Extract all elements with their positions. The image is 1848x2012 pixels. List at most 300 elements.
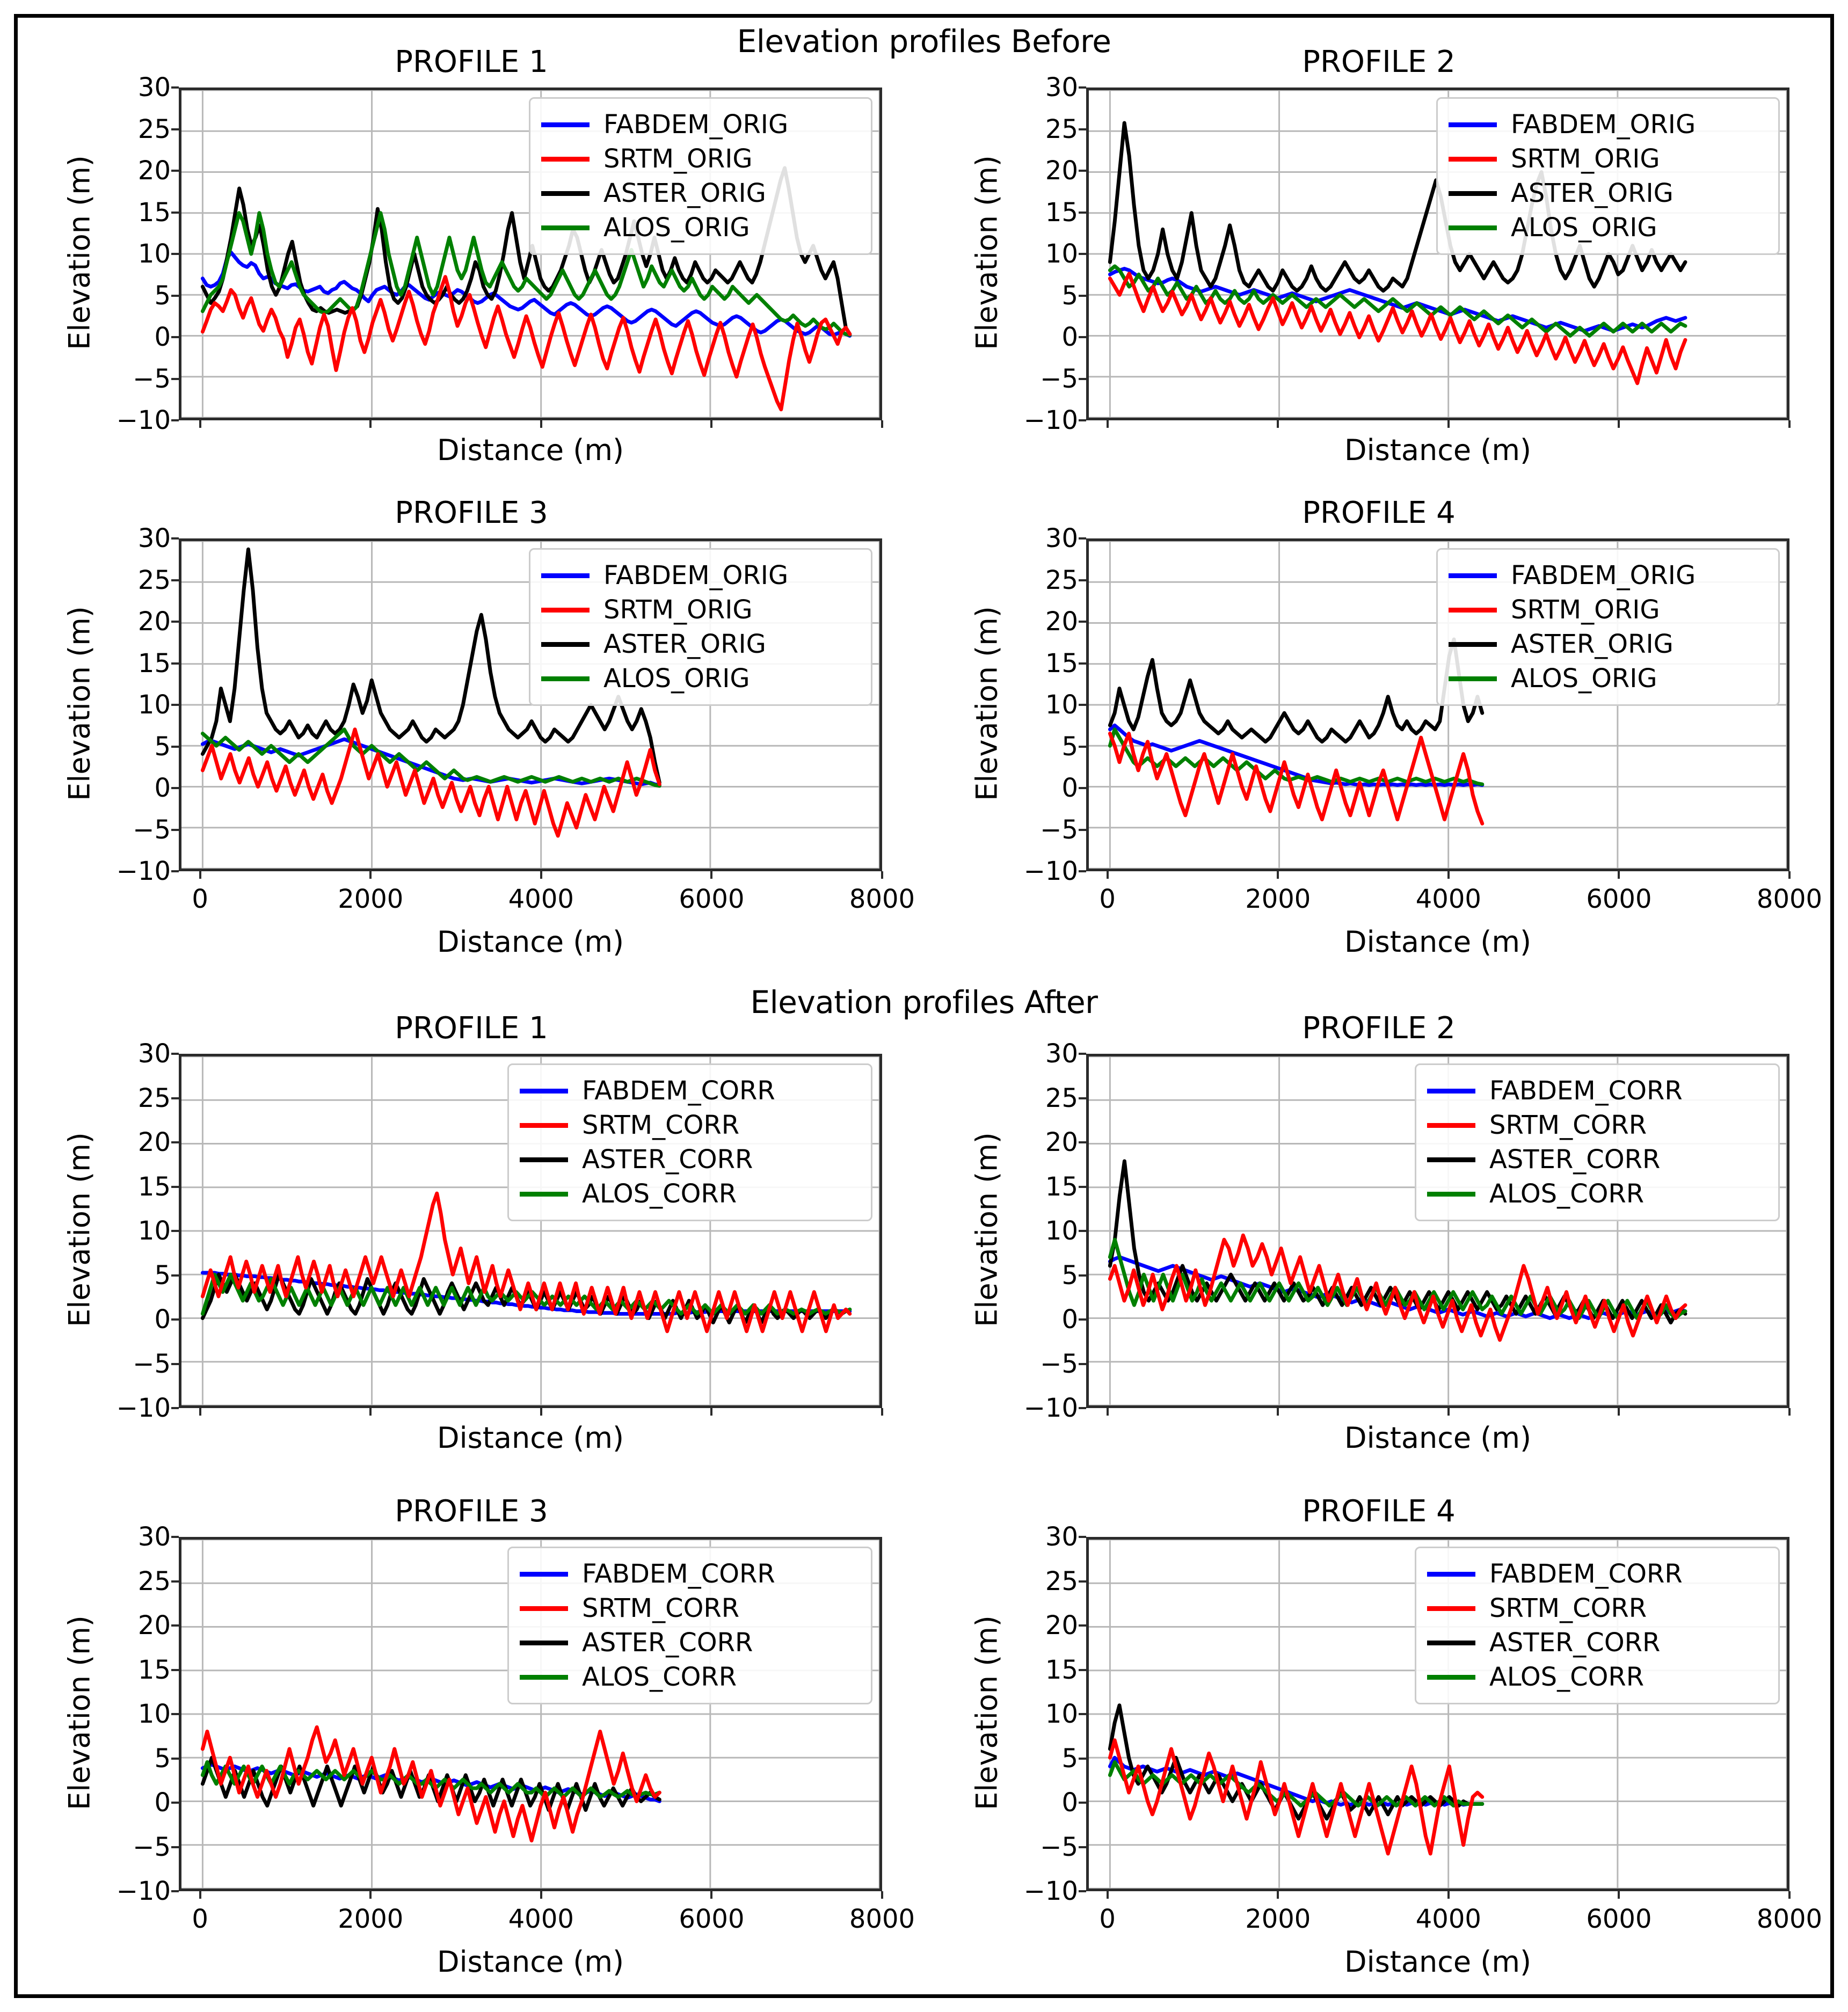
x-axis-label: Distance (m) xyxy=(1344,433,1532,467)
legend-label: SRTM_CORR xyxy=(582,1110,740,1140)
legend-label: FABDEM_CORR xyxy=(582,1076,775,1106)
y-tick-mark xyxy=(171,1274,179,1277)
legend-item[interactable] xyxy=(520,1074,857,1108)
legend-color-swatch xyxy=(1427,1675,1475,1680)
y-tick-label: 25 xyxy=(1045,565,1078,595)
y-tick-mark xyxy=(171,1802,179,1804)
legend-label: SRTM_ORIG xyxy=(603,595,753,625)
x-tick-mark xyxy=(1107,1408,1109,1416)
y-tick-label: −10 xyxy=(116,856,171,886)
legend-item[interactable] xyxy=(520,1660,857,1694)
legend-label: ALOS_ORIG xyxy=(603,664,750,694)
y-tick-label: 30 xyxy=(1045,523,1078,553)
chart-plot-wrapper xyxy=(18,495,925,968)
legend-color-swatch xyxy=(520,1089,568,1094)
x-tick-mark xyxy=(1618,420,1620,428)
x-axis-label: Distance (m) xyxy=(1344,1421,1532,1455)
y-tick-mark xyxy=(171,1536,179,1538)
legend-label: SRTM_ORIG xyxy=(1511,595,1660,625)
x-tick-mark xyxy=(710,420,712,428)
legend-item[interactable] xyxy=(1427,1660,1764,1694)
x-axis-label: Distance (m) xyxy=(436,1945,624,1979)
x-tick-label: 2000 xyxy=(1245,1904,1311,1934)
x-tick-label: 4000 xyxy=(1415,1904,1481,1934)
chart-plot-wrapper xyxy=(925,1011,1832,1494)
y-tick-mark xyxy=(1079,170,1086,172)
x-tick-mark xyxy=(881,871,883,879)
y-tick-mark xyxy=(171,1097,179,1099)
legend-color-swatch xyxy=(520,1123,568,1128)
legend-color-swatch xyxy=(520,1675,568,1680)
y-tick-mark xyxy=(1079,128,1086,130)
y-axis-label: Elevation (m) xyxy=(970,155,1004,350)
legend-label: SRTM_CORR xyxy=(1489,1110,1647,1140)
y-tick-mark xyxy=(1079,1053,1086,1055)
y-tick-label: 0 xyxy=(1061,1304,1078,1335)
y-tick-mark xyxy=(171,1890,179,1892)
y-tick-mark xyxy=(171,829,179,831)
y-tick-mark xyxy=(171,1363,179,1365)
panel-before-p2 xyxy=(925,45,1832,495)
x-tick-label: 6000 xyxy=(1586,884,1652,914)
panel-after-p4 xyxy=(925,1494,1832,1977)
x-tick-mark xyxy=(540,420,542,428)
y-tick-label: −5 xyxy=(1040,363,1078,394)
y-axis-label: Elevation (m) xyxy=(62,155,97,350)
legend-label: SRTM_CORR xyxy=(582,1593,740,1623)
legend-label: ALOS_CORR xyxy=(582,1662,737,1692)
panel-before-p4 xyxy=(925,495,1832,968)
chart-title: PROFILE 3 xyxy=(395,495,548,530)
panel-after-p1 xyxy=(18,1011,925,1494)
y-axis-label: Elevation (m) xyxy=(62,1615,97,1810)
y-tick-mark xyxy=(171,212,179,214)
legend-color-swatch xyxy=(520,1641,568,1645)
y-tick-mark xyxy=(171,537,179,540)
y-tick-mark xyxy=(171,621,179,623)
x-tick-mark xyxy=(1277,1891,1279,1899)
legend-color-swatch xyxy=(1427,1606,1475,1611)
x-tick-mark xyxy=(199,871,201,879)
legend-label: ASTER_ORIG xyxy=(1511,629,1674,659)
x-tick-label: 8000 xyxy=(1756,1904,1823,1934)
chart-title: PROFILE 2 xyxy=(1302,45,1456,79)
chart-legend[interactable] xyxy=(1436,548,1780,706)
y-tick-mark xyxy=(171,1846,179,1848)
legend-item[interactable] xyxy=(520,1142,857,1177)
y-tick-label: 0 xyxy=(154,1788,171,1818)
chart-legend[interactable] xyxy=(507,1063,872,1221)
legend-item[interactable] xyxy=(520,1591,857,1625)
y-tick-mark xyxy=(171,1580,179,1583)
legend-color-swatch xyxy=(541,642,590,647)
legend-color-swatch xyxy=(1427,1572,1475,1577)
x-tick-mark xyxy=(199,1408,201,1416)
x-tick-mark xyxy=(1277,1408,1279,1416)
legend-item[interactable] xyxy=(1449,142,1764,176)
y-tick-mark xyxy=(171,1230,179,1232)
y-tick-label: 20 xyxy=(1045,607,1078,637)
x-tick-mark xyxy=(369,1408,372,1416)
y-tick-mark xyxy=(1079,704,1086,706)
x-tick-mark xyxy=(1107,871,1109,879)
legend-color-swatch xyxy=(520,1572,568,1577)
legend-item[interactable] xyxy=(1427,1177,1764,1211)
legend-color-swatch xyxy=(1449,573,1497,578)
panel-after-p3 xyxy=(18,1494,925,1977)
section-after xyxy=(18,979,1830,1993)
y-tick-mark xyxy=(171,336,179,338)
legend-color-swatch xyxy=(1449,122,1497,127)
legend-label: SRTM_ORIG xyxy=(1511,144,1660,174)
x-tick-mark xyxy=(199,1891,201,1899)
x-tick-mark xyxy=(1788,1408,1791,1416)
y-tick-label: 0 xyxy=(1061,1788,1078,1818)
legend-label: ALOS_ORIG xyxy=(1511,664,1657,694)
y-tick-label: −5 xyxy=(133,363,171,394)
figure-border xyxy=(14,14,1834,1998)
legend-item[interactable] xyxy=(1449,627,1764,661)
legend-color-swatch xyxy=(520,1157,568,1162)
y-tick-label: 20 xyxy=(1045,1127,1078,1157)
y-tick-mark xyxy=(1079,1758,1086,1760)
y-tick-label: 15 xyxy=(1045,197,1078,228)
legend-item[interactable] xyxy=(520,1557,857,1591)
panel-after-p2 xyxy=(925,1011,1832,1494)
chart-title: PROFILE 1 xyxy=(395,1011,548,1046)
y-tick-label: 5 xyxy=(1061,1743,1078,1774)
y-tick-mark xyxy=(1079,1536,1086,1538)
legend-label: FABDEM_ORIG xyxy=(603,560,789,591)
legend-item[interactable] xyxy=(541,593,857,627)
y-tick-mark xyxy=(171,870,179,872)
legend-item[interactable] xyxy=(541,210,857,245)
legend-item[interactable] xyxy=(1449,661,1764,696)
y-tick-label: 25 xyxy=(137,565,171,595)
y-tick-label: 5 xyxy=(1061,1260,1078,1291)
x-tick-mark xyxy=(1788,871,1791,879)
legend-item[interactable] xyxy=(1449,593,1764,627)
x-tick-mark xyxy=(1277,420,1279,428)
legend-item[interactable] xyxy=(541,558,857,593)
chart-plot-wrapper xyxy=(925,45,1832,495)
legend-item[interactable] xyxy=(1427,1074,1764,1108)
x-tick-mark xyxy=(710,871,712,879)
legend-color-swatch xyxy=(1427,1192,1475,1197)
y-tick-label: 0 xyxy=(1061,773,1078,803)
legend-color-swatch xyxy=(1427,1089,1475,1094)
chart-legend[interactable] xyxy=(507,1547,872,1704)
y-tick-label: 15 xyxy=(137,1171,171,1202)
y-tick-label: −10 xyxy=(1023,1876,1078,1906)
legend-color-swatch xyxy=(1427,1123,1475,1128)
legend-item[interactable] xyxy=(541,142,857,176)
x-axis-label: Distance (m) xyxy=(1344,1945,1532,1979)
legend-label: SRTM_CORR xyxy=(1489,1593,1647,1623)
y-tick-mark xyxy=(171,86,179,89)
legend-item[interactable] xyxy=(1449,558,1764,593)
y-tick-label: −5 xyxy=(133,1348,171,1379)
y-tick-mark xyxy=(1079,829,1086,831)
legend-item[interactable] xyxy=(1449,210,1764,245)
legend-item[interactable] xyxy=(1427,1108,1764,1142)
legend-color-swatch xyxy=(541,225,590,230)
legend-item[interactable] xyxy=(520,1108,857,1142)
y-tick-label: 0 xyxy=(154,1304,171,1335)
legend-color-swatch xyxy=(541,122,590,127)
x-axis-label: Distance (m) xyxy=(436,1421,624,1455)
y-tick-mark xyxy=(1079,1318,1086,1321)
x-tick-mark xyxy=(1618,1891,1620,1899)
x-tick-mark xyxy=(1447,871,1450,879)
y-tick-label: 5 xyxy=(1061,731,1078,762)
x-tick-mark xyxy=(881,420,883,428)
y-tick-label: 20 xyxy=(137,156,171,186)
y-tick-mark xyxy=(1079,787,1086,789)
x-tick-mark xyxy=(1618,871,1620,879)
x-tick-mark xyxy=(881,1408,883,1416)
y-tick-label: 30 xyxy=(1045,1522,1078,1552)
y-tick-mark xyxy=(171,746,179,748)
y-tick-mark xyxy=(171,1669,179,1671)
x-tick-label: 0 xyxy=(192,1904,208,1934)
legend-item[interactable] xyxy=(1427,1142,1764,1177)
chart-series-line xyxy=(1110,639,1482,742)
x-tick-mark xyxy=(710,1408,712,1416)
legend-item[interactable] xyxy=(520,1177,857,1211)
y-tick-mark xyxy=(1079,1802,1086,1804)
chart-plot-wrapper xyxy=(925,495,1832,968)
y-tick-label: 20 xyxy=(137,1610,171,1641)
y-tick-mark xyxy=(1079,746,1086,748)
y-tick-mark xyxy=(1079,870,1086,872)
y-axis-label: Elevation (m) xyxy=(62,606,97,801)
panel-before-p3 xyxy=(18,495,925,968)
legend-color-swatch xyxy=(1449,608,1497,613)
y-tick-label: 25 xyxy=(137,1083,171,1113)
y-tick-mark xyxy=(1079,662,1086,665)
y-tick-mark xyxy=(1079,1363,1086,1365)
x-tick-mark xyxy=(1447,1891,1450,1899)
y-tick-label: 25 xyxy=(1045,114,1078,144)
y-tick-label: 30 xyxy=(1045,1039,1078,1069)
legend-color-swatch xyxy=(541,608,590,613)
chart-title: PROFILE 4 xyxy=(1302,1494,1456,1529)
x-tick-mark xyxy=(540,871,542,879)
y-tick-mark xyxy=(171,1758,179,1760)
legend-label: ALOS_CORR xyxy=(1489,1179,1645,1209)
y-tick-label: 25 xyxy=(137,1566,171,1597)
legend-item[interactable] xyxy=(520,1625,857,1660)
y-tick-mark xyxy=(1079,537,1086,540)
y-tick-mark xyxy=(171,128,179,130)
y-tick-label: 10 xyxy=(1045,690,1078,720)
y-tick-label: −10 xyxy=(116,1393,171,1423)
y-tick-mark xyxy=(171,1053,179,1055)
x-tick-label: 4000 xyxy=(1415,884,1481,914)
x-tick-mark xyxy=(1447,1408,1450,1416)
x-tick-label: 2000 xyxy=(338,1904,404,1934)
x-tick-mark xyxy=(369,420,372,428)
y-tick-label: 30 xyxy=(137,523,171,553)
y-tick-mark xyxy=(1079,621,1086,623)
y-tick-mark xyxy=(1079,1713,1086,1715)
y-tick-label: 5 xyxy=(154,731,171,762)
y-tick-label: −5 xyxy=(1040,814,1078,845)
x-tick-mark xyxy=(540,1891,542,1899)
y-axis-label: Elevation (m) xyxy=(62,1132,97,1327)
legend-label: FABDEM_ORIG xyxy=(603,110,789,140)
y-tick-label: −10 xyxy=(1023,1393,1078,1423)
y-tick-label: 5 xyxy=(154,1260,171,1291)
legend-color-swatch xyxy=(520,1606,568,1611)
x-tick-label: 2000 xyxy=(338,884,404,914)
legend-item[interactable] xyxy=(541,176,857,210)
y-tick-mark xyxy=(1079,1669,1086,1671)
y-tick-label: 15 xyxy=(137,648,171,679)
x-tick-mark xyxy=(369,871,372,879)
y-tick-label: 20 xyxy=(137,607,171,637)
y-tick-label: 30 xyxy=(137,1522,171,1552)
y-tick-label: −10 xyxy=(116,1876,171,1906)
y-tick-label: 30 xyxy=(137,1039,171,1069)
y-tick-label: −5 xyxy=(1040,1832,1078,1862)
y-tick-mark xyxy=(171,295,179,297)
x-axis-label: Distance (m) xyxy=(436,925,624,959)
legend-item[interactable] xyxy=(1449,107,1764,142)
x-tick-label: 0 xyxy=(1099,1904,1116,1934)
y-tick-mark xyxy=(1079,336,1086,338)
y-tick-label: −5 xyxy=(133,1832,171,1862)
chart-legend[interactable] xyxy=(529,97,872,255)
chart-series-line xyxy=(1110,1235,1685,1340)
x-axis-label: Distance (m) xyxy=(1344,925,1532,959)
legend-color-swatch xyxy=(541,573,590,578)
y-tick-label: 10 xyxy=(137,690,171,720)
legend-label: SRTM_ORIG xyxy=(603,144,753,174)
panel-before-p1 xyxy=(18,45,925,495)
legend-label: ALOS_CORR xyxy=(1489,1662,1645,1692)
x-tick-mark xyxy=(1447,420,1450,428)
x-tick-mark xyxy=(369,1891,372,1899)
legend-item[interactable] xyxy=(1427,1625,1764,1660)
legend-label: ASTER_ORIG xyxy=(603,178,766,208)
legend-color-swatch xyxy=(1449,642,1497,647)
x-tick-label: 6000 xyxy=(679,884,745,914)
chart-plot-wrapper xyxy=(925,1494,1832,1977)
legend-item[interactable] xyxy=(541,661,857,696)
y-tick-mark xyxy=(171,662,179,665)
legend-item[interactable] xyxy=(1449,176,1764,210)
y-tick-mark xyxy=(1079,212,1086,214)
y-tick-label: 10 xyxy=(1045,1216,1078,1246)
x-tick-label: 2000 xyxy=(1245,884,1311,914)
y-tick-label: 30 xyxy=(1045,72,1078,103)
y-tick-label: 10 xyxy=(1045,1699,1078,1729)
legend-label: ASTER_CORR xyxy=(582,1628,753,1658)
x-tick-mark xyxy=(1107,420,1109,428)
y-tick-label: 15 xyxy=(1045,648,1078,679)
y-tick-mark xyxy=(171,1407,179,1409)
y-tick-mark xyxy=(1079,295,1086,297)
y-tick-label: 30 xyxy=(137,72,171,103)
y-tick-label: 20 xyxy=(137,1127,171,1157)
legend-color-swatch xyxy=(541,191,590,196)
legend-item[interactable] xyxy=(541,627,857,661)
legend-item[interactable] xyxy=(1427,1557,1764,1591)
y-tick-mark xyxy=(171,1186,179,1188)
legend-color-swatch xyxy=(1449,191,1497,196)
y-tick-label: 10 xyxy=(137,1216,171,1246)
legend-label: ALOS_ORIG xyxy=(1511,213,1657,243)
x-tick-label: 0 xyxy=(192,884,208,914)
x-tick-mark xyxy=(199,420,201,428)
legend-color-swatch xyxy=(541,676,590,681)
legend-label: FABDEM_CORR xyxy=(1489,1559,1683,1589)
x-tick-mark xyxy=(710,1891,712,1899)
y-tick-label: −10 xyxy=(116,405,171,435)
y-tick-label: 10 xyxy=(1045,239,1078,269)
y-tick-label: 15 xyxy=(137,197,171,228)
x-tick-mark xyxy=(1788,420,1791,428)
y-tick-label: 5 xyxy=(154,1743,171,1774)
legend-item[interactable] xyxy=(541,107,857,142)
legend-item[interactable] xyxy=(1427,1591,1764,1625)
y-tick-mark xyxy=(1079,419,1086,421)
y-tick-mark xyxy=(171,579,179,581)
chart-legend[interactable] xyxy=(1415,1547,1780,1704)
x-tick-mark xyxy=(1788,1891,1791,1899)
chart-title: PROFILE 1 xyxy=(395,45,548,79)
section-title-after: Elevation profiles After xyxy=(750,984,1098,1020)
chart-legend[interactable] xyxy=(529,548,872,706)
y-tick-mark xyxy=(171,704,179,706)
y-tick-label: 20 xyxy=(1045,156,1078,186)
y-tick-label: −10 xyxy=(1023,856,1078,886)
legend-label: ASTER_ORIG xyxy=(603,629,766,659)
y-tick-mark xyxy=(1079,1580,1086,1583)
y-tick-label: 25 xyxy=(1045,1083,1078,1113)
x-tick-label: 8000 xyxy=(1756,884,1823,914)
legend-label: ASTER_CORR xyxy=(1489,1144,1661,1175)
y-tick-label: −5 xyxy=(1040,1348,1078,1379)
y-tick-mark xyxy=(1079,1624,1086,1627)
x-tick-mark xyxy=(881,1891,883,1899)
y-tick-mark xyxy=(171,1318,179,1321)
y-tick-mark xyxy=(1079,86,1086,89)
y-tick-label: 20 xyxy=(1045,1610,1078,1641)
chart-title: PROFILE 3 xyxy=(395,1494,548,1529)
y-axis-label: Elevation (m) xyxy=(970,1615,1004,1810)
legend-color-swatch xyxy=(1449,157,1497,162)
y-tick-label: 15 xyxy=(137,1654,171,1685)
y-tick-label: 25 xyxy=(1045,1566,1078,1597)
chart-legend[interactable] xyxy=(1436,97,1780,255)
x-tick-label: 4000 xyxy=(508,1904,574,1934)
y-tick-label: 15 xyxy=(1045,1654,1078,1685)
y-tick-mark xyxy=(171,253,179,255)
y-tick-label: 25 xyxy=(137,114,171,144)
y-tick-mark xyxy=(1079,1141,1086,1143)
legend-label: ASTER_CORR xyxy=(1489,1628,1661,1658)
legend-label: FABDEM_CORR xyxy=(582,1559,775,1589)
chart-title: PROFILE 2 xyxy=(1302,1011,1456,1046)
x-tick-label: 0 xyxy=(1099,884,1116,914)
chart-legend[interactable] xyxy=(1415,1063,1780,1221)
y-tick-mark xyxy=(1079,378,1086,380)
y-tick-label: 10 xyxy=(137,1699,171,1729)
chart-plot-wrapper xyxy=(18,1494,925,1977)
